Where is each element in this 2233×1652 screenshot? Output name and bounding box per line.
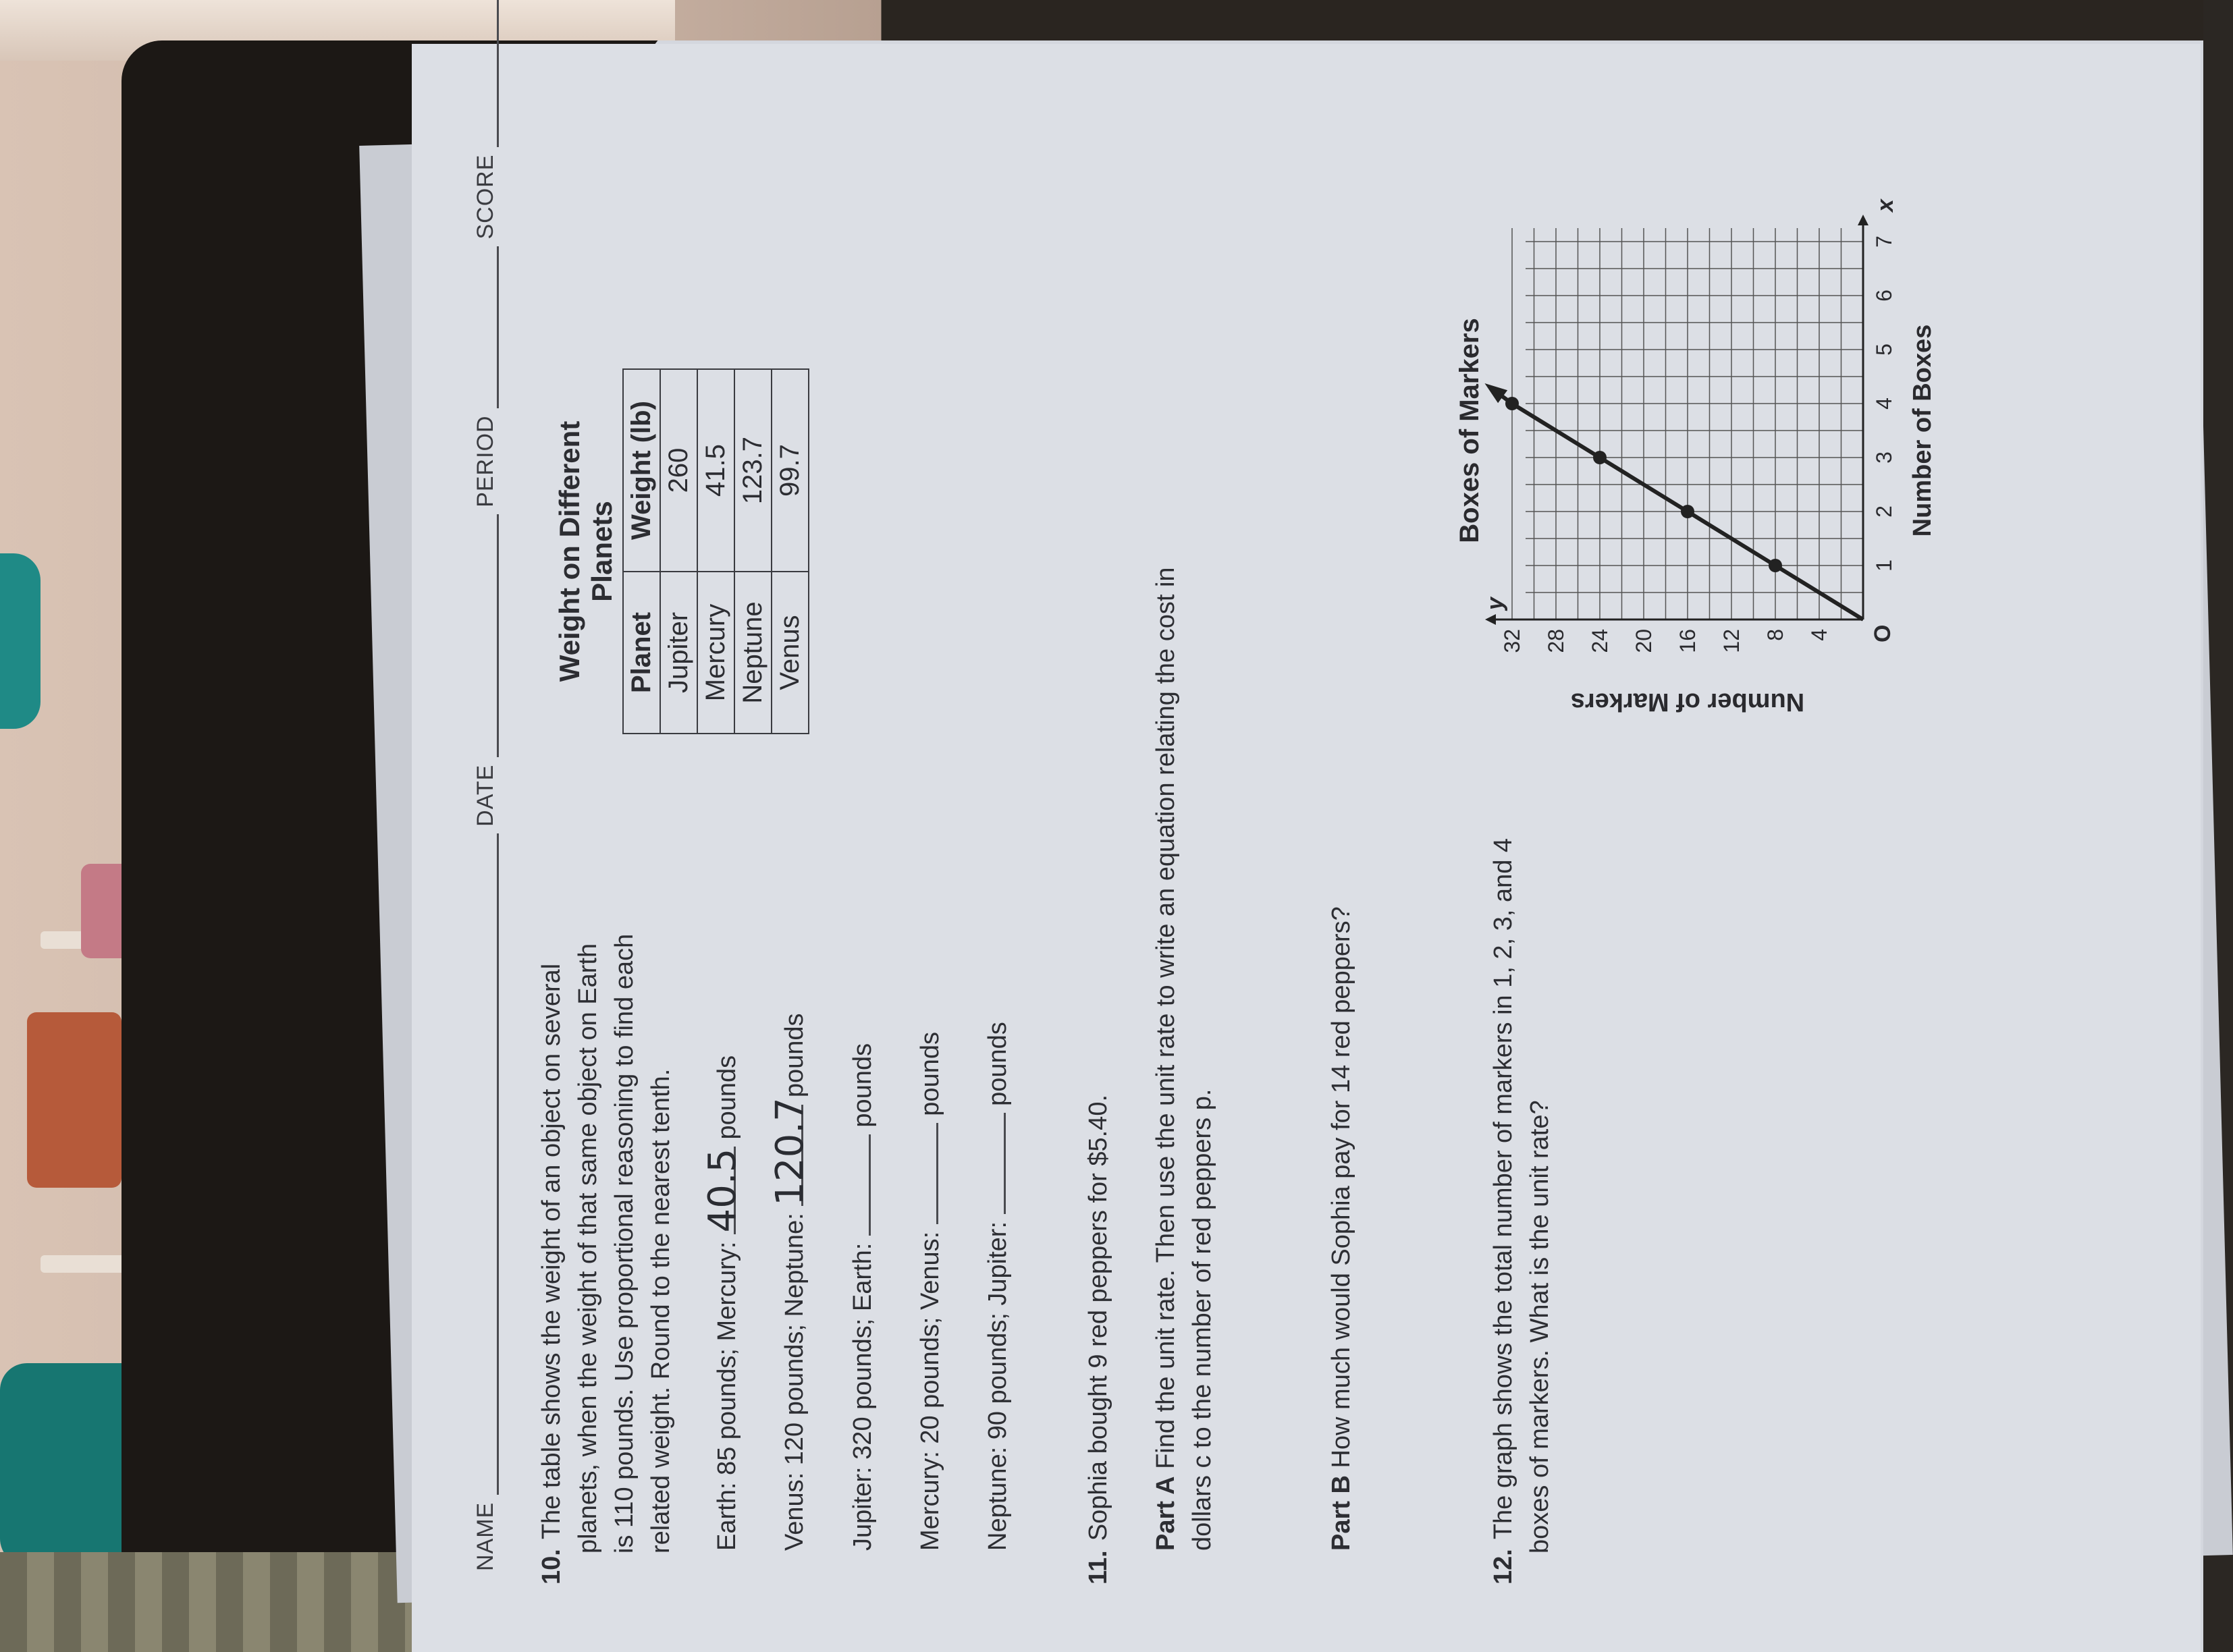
question-10-prompt xyxy=(533,934,679,1585)
table-cell: 260 xyxy=(660,369,697,572)
handwritten-answer: 40.5 xyxy=(701,1148,745,1233)
y-tick-label: 28 xyxy=(1544,629,1568,653)
question-12-prompt xyxy=(1485,838,1558,1585)
prompt-line: planets, when the weight of that same object on Earth xyxy=(574,943,602,1553)
part-text: How much would Sophia pay for 14 red peppers? xyxy=(1327,906,1355,1468)
table-header: Weight (lb) xyxy=(623,369,660,572)
table-cell: Venus xyxy=(772,572,809,734)
answer-line[interactable] xyxy=(911,1123,938,1224)
q10-item-jupiter xyxy=(844,1043,881,1551)
part-text: dollars c to the number of red peppers p. xyxy=(1188,1089,1216,1551)
item-unit: pounds xyxy=(916,1032,944,1116)
x-tick-label: 5 xyxy=(1872,343,1896,356)
item-prompt: Earth: 85 pounds; Mercury: xyxy=(713,1241,741,1551)
table-row xyxy=(697,369,734,734)
table-cell: 99.7 xyxy=(772,369,809,572)
prompt-line: The graph shows the total number of markers in 1, 2, 3, and 4 xyxy=(1489,837,1517,1540)
item-prompt: Mercury: 20 pounds; Venus: xyxy=(916,1231,944,1551)
y-tick-label: 20 xyxy=(1632,629,1656,653)
y-tick-label: 4 xyxy=(1807,629,1831,641)
origin-label: O xyxy=(1870,624,1895,642)
y-tick-label: 24 xyxy=(1588,629,1612,653)
item-prompt: Neptune: 90 pounds; Jupiter: xyxy=(984,1221,1012,1551)
x-axis-letter: x xyxy=(1873,199,1898,212)
table-cell: 41.5 xyxy=(697,369,734,572)
part-text: Find the unit rate. Then use the unit rate to write an equation relating the cost in xyxy=(1152,567,1180,1469)
series-line xyxy=(1490,387,1864,620)
data-point xyxy=(1505,397,1519,410)
part-label: Part A xyxy=(1152,1476,1180,1551)
y-axis-arrow xyxy=(1485,614,1496,625)
table-cell: Mercury xyxy=(697,572,734,734)
x-tick-label: 1 xyxy=(1872,559,1896,572)
x-axis-label: Number of Boxes xyxy=(1908,324,1937,537)
date-line xyxy=(497,514,499,757)
item-unit: pounds xyxy=(984,1022,1012,1106)
item-prompt: Jupiter: 320 pounds; Earth: xyxy=(849,1242,877,1551)
name-line xyxy=(497,833,499,1495)
answer-line[interactable] xyxy=(844,1134,871,1236)
score-label: SCORE xyxy=(473,154,498,240)
x-tick-label: 4 xyxy=(1872,397,1896,410)
prompt-line: related weight. Round to the nearest tenth. xyxy=(647,1068,675,1553)
x-axis-arrow xyxy=(1858,215,1868,225)
answer-line[interactable] xyxy=(979,1113,1006,1214)
y-tick-label: 8 xyxy=(1763,629,1787,641)
table-cell: 123.7 xyxy=(734,369,772,572)
prompt-line: boxes of markers. What is the unit rate? xyxy=(1526,1100,1554,1553)
worksheet xyxy=(412,44,2201,1652)
y-tick-label: 32 xyxy=(1500,629,1524,653)
table-header-row xyxy=(623,369,660,734)
question-11-part-a xyxy=(1148,567,1220,1551)
prompt-text: Sophia bought 9 red peppers for $5.40. xyxy=(1084,1094,1112,1541)
item-unit: pounds xyxy=(780,1013,809,1098)
question-number: 12. xyxy=(1489,1549,1517,1585)
header-row xyxy=(473,0,499,1571)
item-unit: pounds xyxy=(713,1055,741,1140)
question-11-prompt xyxy=(1080,1095,1116,1585)
background-teal-cloth xyxy=(0,553,41,729)
table-cell: Neptune xyxy=(734,572,772,734)
answer-line[interactable] xyxy=(701,1147,745,1234)
q10-item-mercury xyxy=(911,1032,948,1551)
x-tick-label: 6 xyxy=(1872,290,1896,302)
item-unit: pounds xyxy=(849,1043,877,1128)
date-label: DATE xyxy=(473,764,498,827)
data-point xyxy=(1593,451,1607,464)
y-tick-label: 16 xyxy=(1675,629,1700,653)
item-prompt: Venus: 120 pounds; Neptune: xyxy=(780,1213,809,1551)
period-label: PERIOD xyxy=(473,415,498,507)
table-row xyxy=(772,369,809,734)
table-cell: Jupiter xyxy=(660,572,697,734)
q10-item-venus xyxy=(768,1013,813,1551)
table-row xyxy=(734,369,772,734)
prompt-line: is 110 pounds. Use proportional reasoning to find each xyxy=(610,933,639,1553)
q10-item-earth xyxy=(701,1055,745,1551)
x-tick-label: 7 xyxy=(1872,236,1896,248)
chart-title: Boxes of Markers xyxy=(1455,318,1484,543)
table-header: Planet xyxy=(623,572,660,734)
x-tick-label: 3 xyxy=(1872,451,1896,464)
data-point xyxy=(1681,505,1694,518)
table-caption: Weight on Different Planets xyxy=(554,420,618,682)
x-tick-label: 2 xyxy=(1872,505,1896,518)
y-tick-label: 12 xyxy=(1719,629,1744,653)
boxes-of-markers-chart xyxy=(1451,199,1951,721)
score-line xyxy=(497,0,499,147)
answer-line[interactable] xyxy=(768,1097,812,1206)
handwritten-answer: 120.7 xyxy=(768,1097,812,1206)
background-toy xyxy=(27,1012,122,1188)
table-row xyxy=(660,369,697,734)
y-axis-label: Number of Markers xyxy=(1570,688,1805,716)
q10-item-neptune xyxy=(979,1022,1016,1551)
question-number: 11. xyxy=(1084,1550,1112,1585)
name-label: NAME xyxy=(473,1502,498,1571)
planet-weight-table xyxy=(554,368,809,734)
data-point xyxy=(1769,559,1782,572)
part-label: Part B xyxy=(1327,1475,1355,1551)
question-number: 10. xyxy=(537,1549,566,1585)
period-line xyxy=(497,246,499,408)
prompt-line: The table shows the weight of an object on several xyxy=(537,963,566,1540)
y-axis-letter: y xyxy=(1482,597,1508,610)
question-11-part-b xyxy=(1323,906,1360,1551)
